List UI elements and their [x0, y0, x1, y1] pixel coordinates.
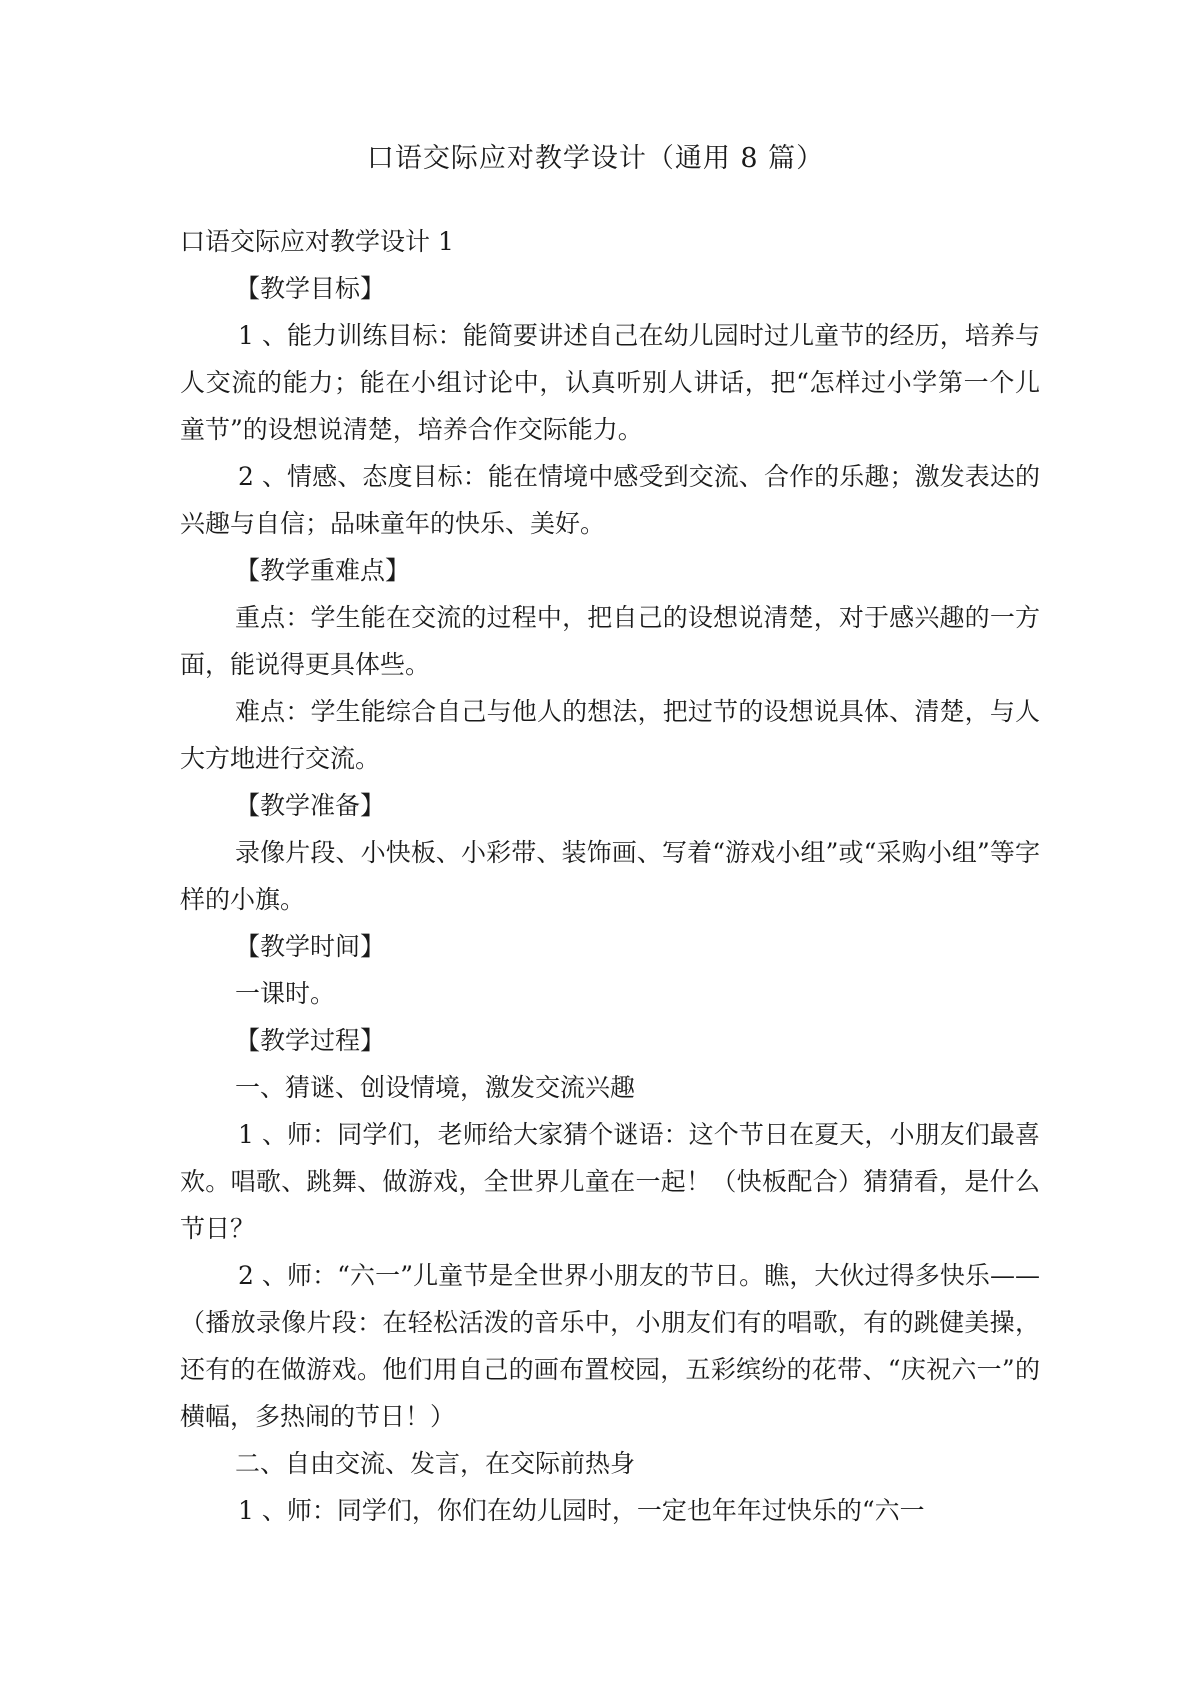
paragraph-preparation: 录像片段、小快板、小彩带、装饰画、写着“游戏小组”或“采购小组”等字样的小旗。 [180, 838, 1040, 914]
heading-preparation: 【教学准备】 [235, 791, 386, 820]
paragraph-step-2-1: 1 、师：同学们，你们在幼儿园时，一定也年年过快乐的“六一 [238, 1496, 925, 1525]
step-heading-1: 一、猜谜、创设情境，激发交流兴趣 [235, 1073, 636, 1102]
paragraph-step-1-1: 1 、师：同学们，老师给大家猜个谜语：这个节日在夏天，小朋友们最喜欢。唱歌、跳舞、做游戏，全世界儿童在一起！（快板配合）猜猜看，是什么节日？ [180, 1120, 1040, 1243]
paragraph-time: 一课时。 [235, 979, 336, 1008]
section-heading: 口语交际应对教学设计 1 [180, 227, 454, 256]
paragraph-goal-2: 2 、情感、态度目标：能在情境中感受到交流、合作的乐趣；激发表达的兴趣与自信；品味童年的快乐、美好。 [180, 462, 1040, 538]
heading-process: 【教学过程】 [235, 1026, 386, 1055]
step-heading-2: 二、自由交流、发言，在交际前热身 [235, 1449, 636, 1478]
paragraph-difficulty: 难点：学生能综合自己与他人的想法，把过节的设想说具体、清楚，与人大方地进行交流。 [180, 697, 1040, 773]
paragraph-goal-1: 1 、能力训练目标：能简要讲述自己在幼儿园时过儿童节的经历，培养与人交流的能力；能在小组讨论中，认真听别人讲话，把“怎样过小学第一个儿童节”的设想说清楚，培养合作交际能力。 [180, 321, 1040, 444]
paragraph-step-1-2: 2 、师：“六一”儿童节是全世界小朋友的节日。瞧，大伙过得多快乐——（播放录像片段：在轻松活泼的音乐中，小朋友们有的唱歌，有的跳健美操，还有的在做游戏。他们用自己的画布置校园，五彩缤纷的花带、“庆祝六一”的横幅，多热闹的节日！） [180, 1261, 1040, 1431]
heading-teaching-goals: 【教学目标】 [235, 274, 386, 303]
heading-time: 【教学时间】 [235, 932, 386, 961]
document-title: 口语交际应对教学设计（通用 8 篇） [366, 143, 825, 174]
document-body [180, 218, 1040, 1534]
paragraph-key-point: 重点：学生能在交流的过程中，把自己的设想说清楚，对于感兴趣的一方面，能说得更具体些。 [180, 603, 1040, 679]
heading-key-points: 【教学重难点】 [235, 556, 411, 585]
